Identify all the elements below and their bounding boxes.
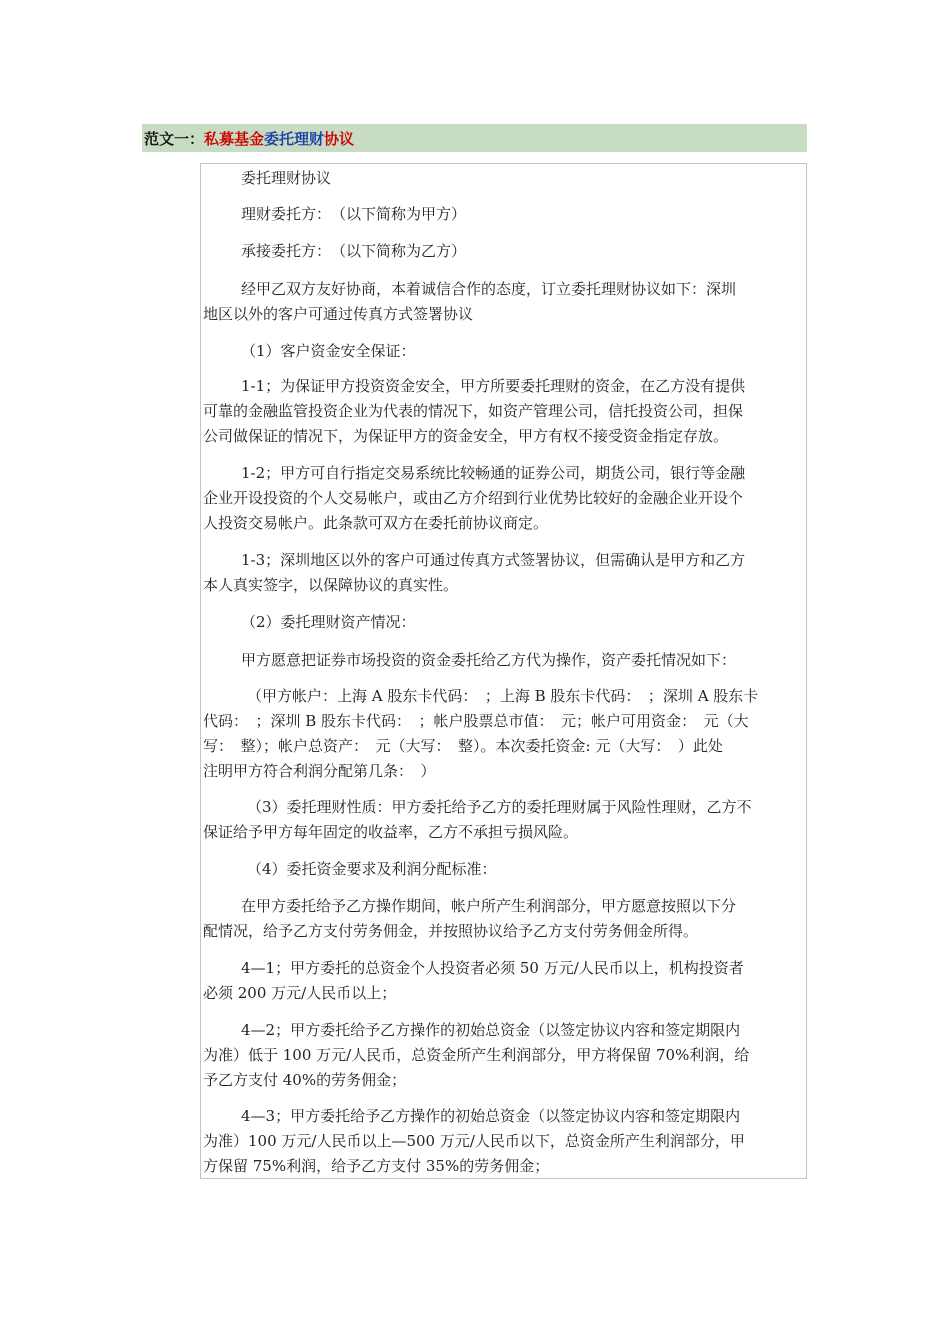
account-details: （甲方帐户：上海 A 股东卡代码： ；上海 B 股东卡代码： ；深圳 A 股东卡 代码： ；深圳 B 股东卡代码： ；帐户股票总市值： 元；帐户可用资金： 元（大 写： 整）；帐户总资产： 元（大写： 整）。本次委托资金: 元（大写： ）此处 注明甲方符合利润分配第几条： ） xyxy=(203,687,759,780)
profit-intro: 在甲方委托给予乙方操作期间，帐户所产生利润部分，甲方愿意按照以下分 配情况，给予乙方支付劳务佣金，并按照协议给予乙方支付劳务佣金所得。 xyxy=(203,897,737,940)
title-link-entrusted-finance[interactable]: 委托理财 xyxy=(264,129,325,148)
clause-1-3: 1-3；深圳地区以外的客户可通过传真方式签署协议，但需确认是甲方和乙方 本人真实签字，以保障协议的真实性。 xyxy=(203,551,746,594)
party-a-line: 理财委托方： （以下简称为甲方） xyxy=(241,205,467,223)
section-2-heading: （2）委托理财资产情况： xyxy=(241,613,416,631)
agreement-content-box xyxy=(200,163,807,1179)
clause-4-2: 4—2；甲方委托给予乙方操作的初始总资金（以签定协议内容和签定期限内 为准）低于 100 万元/人民币，总资金所产生利润部分，甲方将保留 70%利润，给 予乙方支付 40%的劳务佣金； xyxy=(203,1021,750,1089)
title-link-private-fund[interactable]: 私募基金 xyxy=(204,129,265,148)
asset-intro: 甲方愿意把证券市场投资的资金委托给乙方代为操作，资产委托情况如下： xyxy=(241,651,737,669)
clause-4-1: 4—1；甲方委托的总资金个人投资者必须 50 万元/人民币以上，机构投资者 必须 200 万元/人民币以上； xyxy=(203,959,744,1002)
party-b-line: 承接委托方： （以下简称为乙方） xyxy=(241,242,467,260)
doc-title: 委托理财协议 xyxy=(241,169,332,187)
clause-4-3: 4—3；甲方委托给予乙方操作的初始总资金（以签定协议内容和签定期限内 为准）100 万元/人民币以上—500 万元/人民币以下，总资金所产生利润部分，甲 方保留 75%利润，给予乙方支付 35%的劳务佣金； xyxy=(203,1107,745,1175)
section-label: 范文一： xyxy=(144,129,205,148)
clause-1-2: 1-2；甲方可自行指定交易系统比较畅通的证券公司，期货公司，银行等金融 企业开设投资的个人交易帐户，或由乙方介绍到行业优势比较好的金融企业开设个 人投资交易帐户。此条款可双方在委托前协议商定。 xyxy=(203,464,746,532)
section-1-heading: （1）客户资金安全保证： xyxy=(241,342,416,360)
section-header xyxy=(142,124,807,152)
section-4-heading: （4）委托资金要求及利润分配标准： xyxy=(247,860,497,878)
section-3-nature: （3）委托理财性质：甲方委托给予乙方的委托理财属于风险性理财，乙方不 保证给予甲方每年固定的收益率，乙方不承担亏损风险。 xyxy=(203,798,752,841)
title-link-agreement[interactable]: 协议 xyxy=(324,129,355,148)
preamble-paragraph: 经甲乙双方友好协商，本着诚信合作的态度，订立委托理财协议如下：深圳 地区以外的客户可通过传真方式签署协议 xyxy=(203,280,737,323)
clause-1-1: 1-1；为保证甲方投资资金安全，甲方所要委托理财的资金，在乙方没有提供 可靠的金融监管投资企业为代表的情况下，如资产管理公司，信托投资公司，担保 公司做保证的情况下，为保证甲方的资金安全，甲方有权不接受资金指定存放。 xyxy=(203,377,746,445)
